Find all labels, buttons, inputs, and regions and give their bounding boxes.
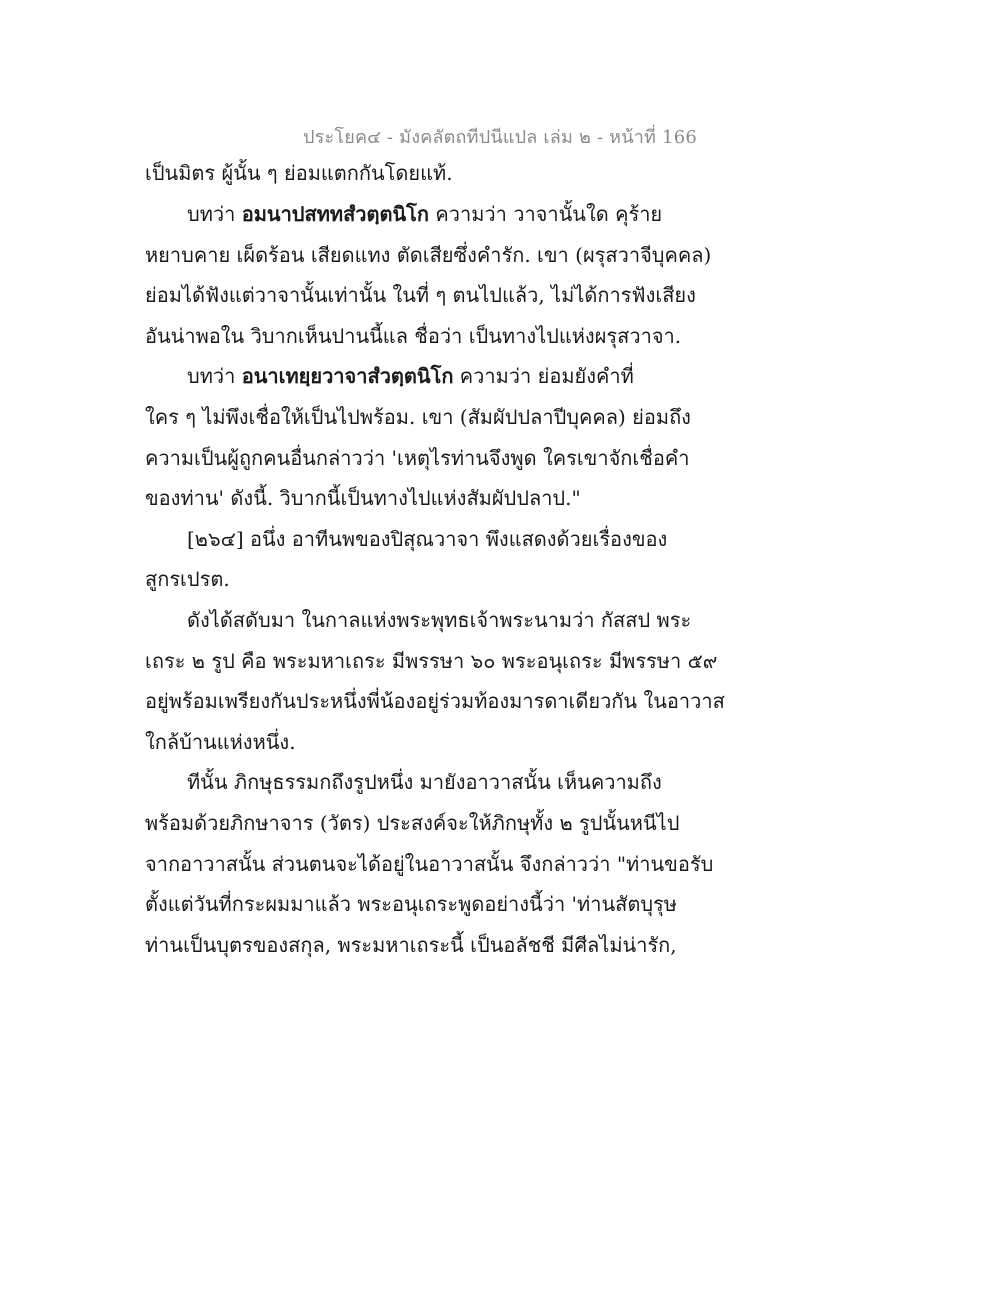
text-segment: ความเป็นผู้ถูกคนอื่นกล่าวว่า 'เหตุไรท่านจึงพูด ใครเขาจักเชื่อคำ <box>145 445 690 470</box>
text-segment: ความว่า ย่อมยังคำที่ <box>453 364 634 389</box>
text-line <box>145 235 865 276</box>
text-segment: ท่านเป็นบุตรของสกุล, พระมหาเถระนี้ เป็นอลัชชี มีศีลไม่น่ารัก, <box>145 932 677 957</box>
text-line <box>145 803 865 844</box>
text-segment: จากอาวาสนั้น ส่วนตนจะได้อยู่ในอาวาสนั้น จึงกล่าวว่า "ท่านขอรับ <box>145 851 714 876</box>
text-line <box>145 438 865 479</box>
text-line <box>145 356 865 397</box>
bold-term: อมนาปสททสํวตฺตนิโก <box>241 202 430 226</box>
text-segment: ทีนั้น ภิกษุธรรมกถึงรูปหนึ่ง มายังอาวาสนั้น เห็นความถึง <box>187 770 662 795</box>
running-header: ประโยค๔ - มังคลัตถทีปนีแปล เล่ม ๒ - หน้าที่ 166 <box>302 127 698 148</box>
text-segment: บทว่า <box>187 364 242 389</box>
text-line <box>145 722 865 763</box>
text-line <box>145 152 865 194</box>
text-line <box>145 478 865 519</box>
text-segment: อยู่พร้อมเพรียงกันประหนึ่งพี่น้องอยู่ร่วมท้องมารดาเดียวกัน ในอาวาส <box>145 689 725 714</box>
text-segment: ย่อมได้ฟังแต่วาจานั้นเท่านั้น ในที่ ๆ ตนไปแล้ว, ไม่ได้การฟังเสียง <box>145 283 696 308</box>
text-segment: หยาบคาย เผ็ดร้อน เสียดแทง ตัดเสียซึ่งคำรัก. เขา (ผรุสวาจีบุคคล) <box>145 242 712 267</box>
text-line <box>145 397 865 438</box>
text-line <box>145 194 865 235</box>
text-line <box>145 316 865 357</box>
text-line <box>145 925 865 966</box>
text-segment: เถระ ๒ รูป คือ พระมหาเถระ มีพรรษา ๖๐ พระอนุเถระ มีพรรษา ๕๙ <box>145 648 718 673</box>
text-segment: ตั้งแต่วันที่กระผมมาแล้ว พระอนุเถระพูดอย่างนี้ว่า 'ท่านสัตบุรุษ <box>145 892 677 917</box>
text-line <box>145 600 865 641</box>
text-segment: สูกรเปรต. <box>145 567 230 592</box>
text-segment: เป็นมิตร ผู้นั้น ๆ ย่อมแตกกันโดยแท้. <box>145 161 453 185</box>
text-segment: ดังได้สดับมา ในกาลแห่งพระพุทธเจ้าพระนามว่า กัสสป พระ <box>187 607 692 632</box>
text-line <box>145 762 865 803</box>
text-line <box>145 559 865 600</box>
text-segment: ความว่า วาจานั้นใด คุร้าย <box>429 202 663 226</box>
text-line <box>145 681 865 722</box>
text-line <box>145 884 865 925</box>
text-line <box>145 844 865 885</box>
body-text <box>145 152 865 965</box>
text-segment: ใคร ๆ ไม่พึงเชื่อให้เป็นไปพร้อม. เขา (สัมผัปปลาปีบุคคล) ย่อมถึง <box>145 404 691 429</box>
text-segment: บทว่า <box>187 202 242 226</box>
text-line <box>145 275 865 316</box>
text-line <box>145 519 865 560</box>
text-segment: อันน่าพอใน วิบากเห็นปานนี้แล ชื่อว่า เป็นทางไปแห่งผรุสวาจา. <box>145 323 682 348</box>
text-segment: พร้อมด้วยภิกษาจาร (วัตร) ประสงค์จะให้ภิกษุทั้ง ๒ รูปนั้นหนีไป <box>145 810 680 835</box>
text-segment: [๒๖๔] อนึ่ง อาทีนพของปิสุณวาจา พึงแสดงด้วยเรื่องของ <box>187 526 668 551</box>
text-line <box>145 641 865 682</box>
text-segment: ของท่าน' ดังนี้. วิบากนี้เป็นทางไปแห่งสัมผัปปลาป." <box>145 486 581 511</box>
bold-term: อนาเทยฺยวาจาสํวตฺตนิโก <box>241 364 454 389</box>
text-segment: ใกล้บ้านแห่งหนึ่ง. <box>145 729 296 754</box>
